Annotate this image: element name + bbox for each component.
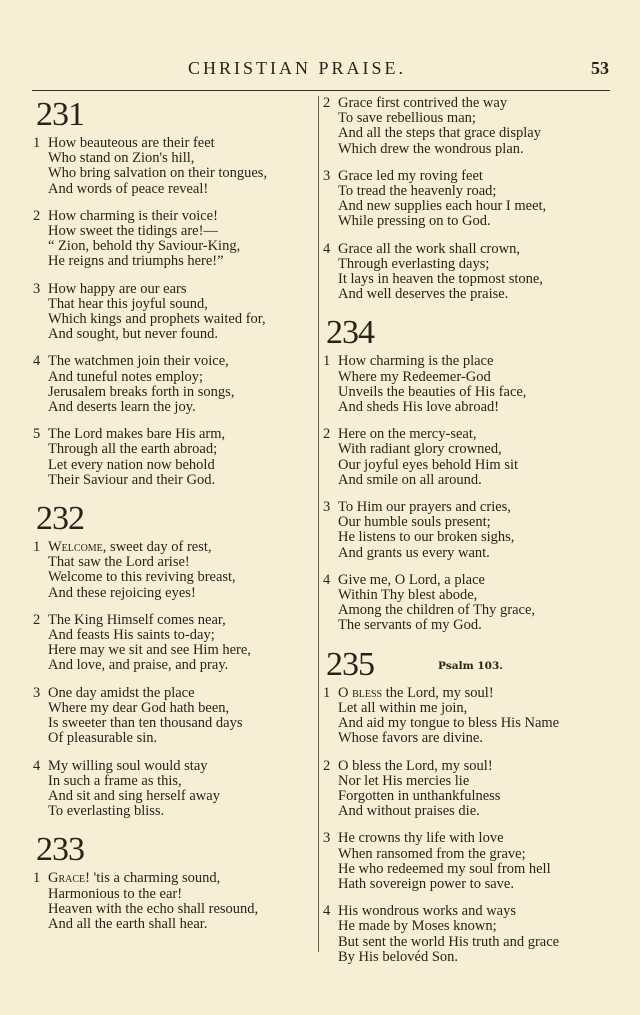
verse-line: Here may we sit and see Him here,	[48, 642, 251, 659]
verse-line: And these rejoicing eyes!	[48, 584, 196, 601]
first-word: O bless	[338, 684, 383, 701]
verse-line: Is sweeter than ten thousand days	[48, 715, 243, 732]
verse-line: And deserts learn the joy.	[48, 399, 196, 416]
verse	[33, 540, 315, 601]
hymn-232	[33, 500, 315, 819]
hymn-234	[323, 314, 605, 633]
verse	[33, 136, 315, 197]
verse	[323, 354, 605, 415]
verse-line: How happy are our ears	[48, 280, 187, 297]
verse	[33, 686, 315, 747]
verse-line: And sit and sing herself away	[48, 787, 220, 804]
right-column	[323, 96, 605, 977]
verse-line: Heaven with the echo shall resound,	[48, 900, 259, 917]
verse-number: 1	[33, 539, 41, 556]
verse-line: ! 'tis a charming sound,	[85, 870, 221, 887]
verse-line: Which kings and prophets waited for,	[48, 311, 266, 328]
verse-line: And feasts His saints to-day;	[48, 627, 215, 644]
verse-line: Through everlasting days;	[338, 255, 490, 272]
verse-line: And all the earth shall hear.	[48, 915, 208, 932]
verse	[323, 242, 605, 303]
first-word: Welcome	[48, 539, 103, 556]
verse-number: 2	[33, 207, 41, 224]
verse-line: Jerusalem breaks forth in songs,	[48, 383, 235, 400]
verse-line: Grace led my roving feet	[338, 167, 483, 184]
verse-number: 3	[323, 830, 331, 847]
verse	[323, 169, 605, 230]
verse-line: Welcome to this reviving breast,	[48, 569, 236, 586]
verse-line: Forgotten in unthankfulness	[338, 787, 501, 804]
verse-line: And sheds His love abroad!	[338, 399, 500, 416]
verse-line: To save rebellious man;	[338, 110, 476, 127]
hymn-number: 235	[326, 645, 374, 683]
verse-line: And tuneful notes employ;	[48, 368, 204, 385]
verse-line: To Him our prayers and cries,	[338, 499, 511, 516]
verse-line: His wondrous works and ways	[338, 903, 517, 920]
verse	[323, 573, 605, 634]
verse-line: Where my dear God hath been,	[48, 699, 230, 716]
verse-line: the Lord, my soul!	[382, 684, 494, 701]
verse-number: 1	[33, 135, 41, 151]
hymn-233-continued	[323, 96, 605, 302]
verse-number: 2	[33, 611, 41, 628]
verse	[323, 686, 605, 747]
verse-number: 4	[323, 240, 331, 257]
verse-line: In such a frame as this,	[48, 772, 182, 789]
verse-number: 3	[323, 499, 331, 516]
verse-line: While pressing on to God.	[338, 213, 491, 230]
verse	[323, 831, 605, 892]
verse-line: O bless the Lord, my soul!	[338, 757, 493, 774]
verse-number: 1	[323, 684, 331, 701]
verse-line: And sought, but never found.	[48, 326, 218, 343]
verse-line: He crowns thy life with love	[338, 830, 504, 847]
verse-line: Whose favors are divine.	[338, 730, 483, 747]
column-divider	[318, 96, 319, 952]
verse-number: 2	[323, 426, 331, 443]
verse-line: “ Zion, behold thy Saviour-King,	[48, 238, 241, 255]
hymn-233	[33, 831, 315, 932]
verse-line: The servants of my God.	[338, 617, 482, 634]
verse-number: 4	[33, 353, 41, 370]
running-title: CHRISTIAN PRAISE.	[188, 58, 407, 78]
first-word: Grace	[48, 870, 86, 887]
verse	[33, 613, 315, 674]
verse-line: And smile on all around.	[338, 471, 482, 488]
hymn-heading	[323, 646, 605, 684]
verse	[33, 354, 315, 415]
verse	[323, 96, 605, 157]
verse-line: And love, and praise, and pray.	[48, 657, 229, 674]
verse-number: 4	[323, 571, 331, 588]
verse-line: And all the steps that grace display	[338, 125, 541, 142]
verse-line: Give me, O Lord, a place	[338, 571, 485, 588]
header-rule	[32, 90, 610, 91]
verse-line: The watchmen join their voice,	[48, 353, 229, 370]
verse-line: Their Saviour and their God.	[48, 471, 216, 488]
verse-number: 4	[323, 903, 331, 920]
hymn-number: 231	[36, 96, 84, 133]
verse-line: Hath sovereign power to save.	[338, 875, 514, 892]
verse-line: Within Thy blest abode,	[338, 587, 478, 604]
verse-line: How charming is their voice!	[48, 207, 218, 224]
verse-line: That hear this joyful sound,	[48, 295, 208, 312]
verse	[33, 871, 315, 932]
hymn-number: 234	[326, 314, 374, 352]
verse-line: Of pleasurable sin.	[48, 730, 158, 747]
verse-line: He reigns and triumphs here!”	[48, 253, 224, 270]
verse-line: Let all within me join,	[338, 699, 468, 716]
verse-line: Which drew the wondrous plan.	[338, 140, 524, 157]
verse-line: That saw the Lord arise!	[48, 554, 190, 571]
verse-number: 3	[323, 167, 331, 184]
psalm-reference: Psalm 103.	[438, 659, 503, 672]
verse-line: And without praises die.	[338, 803, 480, 820]
verse-line: By His belovéd Son.	[338, 948, 459, 965]
verse-line: The King Himself comes near,	[48, 611, 226, 628]
verse	[323, 759, 605, 820]
hymn-number: 233	[36, 831, 84, 869]
hymn-231	[33, 96, 315, 488]
verse-line: He listens to our broken sighs,	[338, 529, 515, 546]
verse-line: It lays in heaven the topmost stone,	[338, 271, 543, 288]
verse-line: Grace first contrived the way	[338, 95, 508, 111]
verse-line: Unveils the beauties of His face,	[338, 383, 527, 400]
verse-line: The Lord makes bare His arm,	[48, 426, 226, 443]
verse-line: Our humble souls present;	[338, 514, 491, 531]
verse-number: 3	[33, 280, 41, 297]
verse-line: To everlasting bliss.	[48, 803, 165, 820]
verse-line: Through all the earth abroad;	[48, 441, 218, 458]
verse-line: Nor let His mercies lie	[338, 772, 470, 789]
page-header	[0, 58, 640, 82]
verse	[33, 209, 315, 270]
verse	[33, 759, 315, 820]
verse-line: How charming is the place	[338, 353, 494, 370]
verse-line: Here on the mercy-seat,	[338, 426, 477, 443]
verse-line: He made by Moses known;	[338, 918, 497, 935]
verse-line: And new supplies each hour I meet,	[338, 198, 547, 215]
verse	[33, 282, 315, 343]
hymn-number: 232	[36, 500, 84, 538]
verse-number: 1	[323, 353, 331, 370]
verse	[323, 904, 605, 965]
verse-number: 3	[33, 684, 41, 701]
verse-line: My willing soul would stay	[48, 757, 208, 774]
verse	[323, 427, 605, 488]
verse-number: 4	[33, 757, 41, 774]
verse-line: How sweet the tidings are!—	[48, 223, 218, 240]
verse-line: And words of peace reveal!	[48, 180, 209, 197]
verse-line: And grants us every want.	[338, 544, 490, 561]
verse-number: 1	[33, 870, 41, 887]
verse-line: Our joyful eyes behold Him sit	[338, 456, 519, 473]
verse-line: Where my Redeemer-God	[338, 368, 491, 385]
verse	[33, 427, 315, 488]
verse-line: With radiant glory crowned,	[338, 441, 502, 458]
verse-number: 5	[33, 426, 41, 443]
verse-line: Harmonious to the ear!	[48, 885, 183, 902]
verse-line: Grace all the work shall crown,	[338, 240, 520, 257]
verse-line: How beauteous are their feet	[48, 135, 215, 151]
verse-line: Let every nation now behold	[48, 456, 215, 473]
page-number: 53	[591, 58, 609, 78]
verse-line: But sent the world His truth and grace	[338, 933, 560, 950]
hymn-235	[323, 646, 605, 965]
verse-line: And aid my tongue to bless His Name	[338, 715, 560, 732]
verse-line: One day amidst the place	[48, 684, 195, 701]
verse	[323, 500, 605, 561]
left-column	[33, 96, 315, 944]
verse-line: And well deserves the praise.	[338, 286, 509, 303]
verse-line: , sweet day of rest,	[102, 539, 212, 556]
verse-line: Who bring salvation on their tongues,	[48, 165, 268, 182]
verse-number: 2	[323, 95, 331, 111]
verse-line: To tread the heavenly road;	[338, 183, 497, 200]
verse-line: Among the children of Thy grace,	[338, 602, 536, 619]
verse-number: 2	[323, 757, 331, 774]
verse-line: When ransomed from the grave;	[338, 845, 526, 862]
verse-line: Who stand on Zion's hill,	[48, 150, 195, 167]
verse-line: He who redeemed my soul from hell	[338, 860, 551, 877]
